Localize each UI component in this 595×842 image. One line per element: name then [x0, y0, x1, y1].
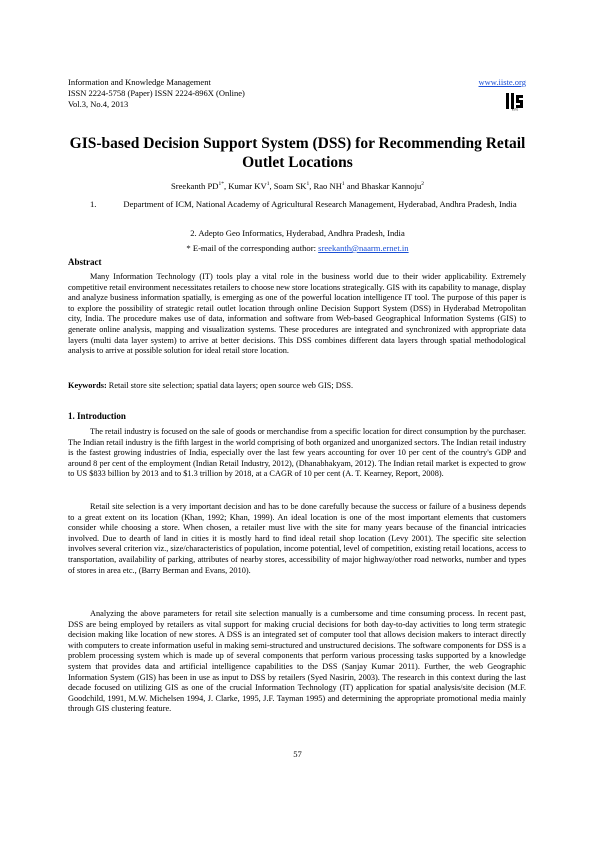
author-3-sup: 1 — [306, 181, 310, 188]
abstract-heading: Abstract — [68, 257, 102, 267]
journal-issn: ISSN 2224-5758 (Paper) ISSN 2224-896X (Online) — [68, 88, 245, 98]
paper-title: GIS-based Decision Support System (DSS) for Recommending Retail Outlet Locations — [69, 135, 526, 171]
journal-volume: Vol.3, No.4, 2013 — [68, 99, 129, 109]
email-link[interactable]: sreekanth@naarm.ernet.in — [318, 243, 409, 253]
keywords-text: Retail store site selection; spatial data layers; open source web GIS; DSS. — [106, 381, 354, 390]
affiliation-1-number: 1. — [90, 199, 97, 209]
intro-paragraph-1: The retail industry is focused on the sale of goods or merchandise from a specific location for direct consumption by the purchaser. The Indian retail industry is the fifth largest in the world comprising of both organized and unorganized sectors. The Indian retail industry is the fastest growing industries of India, especially over the last few years accounting for over 10 per cent of the country's GDP and around 8 per cent of the employment (Indian Retail Industry, 2012), (Dhanabhakyam, 2012). The Indian retail market is expected to grow to US $833 billion by 2013 and to $1.3 trillion by 2018, at a CAGR of 10 per cent (A. T. Kearney, Report, 2008). — [68, 427, 526, 479]
author-4-sup: 1 — [341, 181, 345, 188]
author-3: , Soam SK — [269, 181, 307, 191]
svg-text:IISTE: IISTE — [511, 108, 519, 111]
intro-paragraph-3: Analyzing the above parameters for retail site selection manually is a cumbersome and time consuming process. In recent past, DSS are being employed by retailers as vital support for making crucial decisions for both day-to-day activities to long term strategic decision making like location of new stores. A DSS is an integrated set of computer tool that allows decision makers to interact directly with computers to create information useful in making semi-structured and unstructured decisions. The software components for DSS is a problem processing system which is made up of several components that perform various processing tasks supported by a knowledge system that provides data and artificial intelligence capabilities to the DSS (Sanjay Kumar 2011). Further, the web Geographic Information System (GIS) has been in use as input to DSS by retailers (Syed Nasirin, 2003). The research in this context during the last decade focused on utilizing GIS as one of the crucial Information Technology (IT) application for spatial analysis/site decision (M.F. Goodchild, 1991, M.W. Michelsen 1994, J. Clarke, 1995, J.F. Tayman 1995) and determining the appropriate promotional media mainly through GIS clustering feature. — [68, 609, 526, 714]
section-heading-introduction: 1. Introduction — [68, 411, 126, 421]
journal-url-link[interactable]: www.iiste.org — [478, 77, 526, 87]
journal-name: Information and Knowledge Management — [68, 77, 211, 87]
affiliation-1 — [90, 199, 530, 210]
author-5: and Bhaskar Kannoju — [344, 181, 422, 191]
page-header — [68, 77, 526, 110]
author-2-sup: 1 — [266, 181, 270, 188]
abstract-text: Many Information Technology (IT) tools play a vital role in the business world due to their wider applicability. Extremely competitive retail environment necessitates retailers to choose new store locations strategically. GIS with its capability to manage, display and analyze business information spatially, is emerging as one of the powerful location intelligence IT tool. The purpose of this paper is to explore the possibility of strategic retail outlet location through online Decision Support System (DSS) in Hyderabad Metropolitan city, India. The procedure makes use of data, information and software from Web-based Geographical Information Systems (GIS) to generate online analysis, mapping and visualization systems. These procedures are integrated and synchronized with appropriate data layers (multi data layer system) to arrive at better decisions. This DSS combines different data layers through spatial methodological analysis to arrive at possible solution for ideal retail store location. — [68, 272, 526, 356]
author-2: , Kumar KV — [223, 181, 267, 191]
journal-info — [68, 77, 526, 110]
author-4: , Rao NH — [309, 181, 342, 191]
affiliation-1-text: Department of ICM, National Academy of Agricultural Research Management, Hyderabad, Andhra Pradesh, India — [123, 199, 517, 209]
affiliation-2: 2. Adepto Geo Informatics, Hyderabad, Andhra Pradesh, India — [190, 228, 405, 238]
corresponding-author-email — [60, 243, 535, 253]
intro-paragraph-2: Retail site selection is a very important decision and has to be done carefully because the success or failure of a business depends to a great extent on its location (Khan, 1992; Khan, 1999). An ideal location is one of the most important elements that customers consider while choosing a store. When chosen, a retailer must live with the site for many years because of the financial intricacies involved. Due to dearth of land in cities it is mostly hard to find ideal retail shop location (Levy 2001). The specific site selection involves several criterion viz., size/characteristics of population, income potential, level of competition, existing retail locations, access to transportation, availability of parking, attributes of nearby stores, accessibility of major highway/other road networks, number and types of stores in area etc., (Barry Berman and Evans, 2010). — [68, 502, 526, 575]
author-line — [60, 181, 535, 191]
author-1: Sreekanth PD — [170, 181, 219, 191]
email-label: * E-mail of the corresponding author: — [186, 243, 319, 253]
keywords — [68, 381, 526, 390]
page-number: 57 — [293, 749, 302, 759]
keywords-label: Keywords: — [68, 381, 107, 390]
author-5-sup: 2 — [421, 181, 425, 188]
author-1-sup: 1* — [218, 181, 224, 188]
iiste-logo — [504, 91, 526, 111]
